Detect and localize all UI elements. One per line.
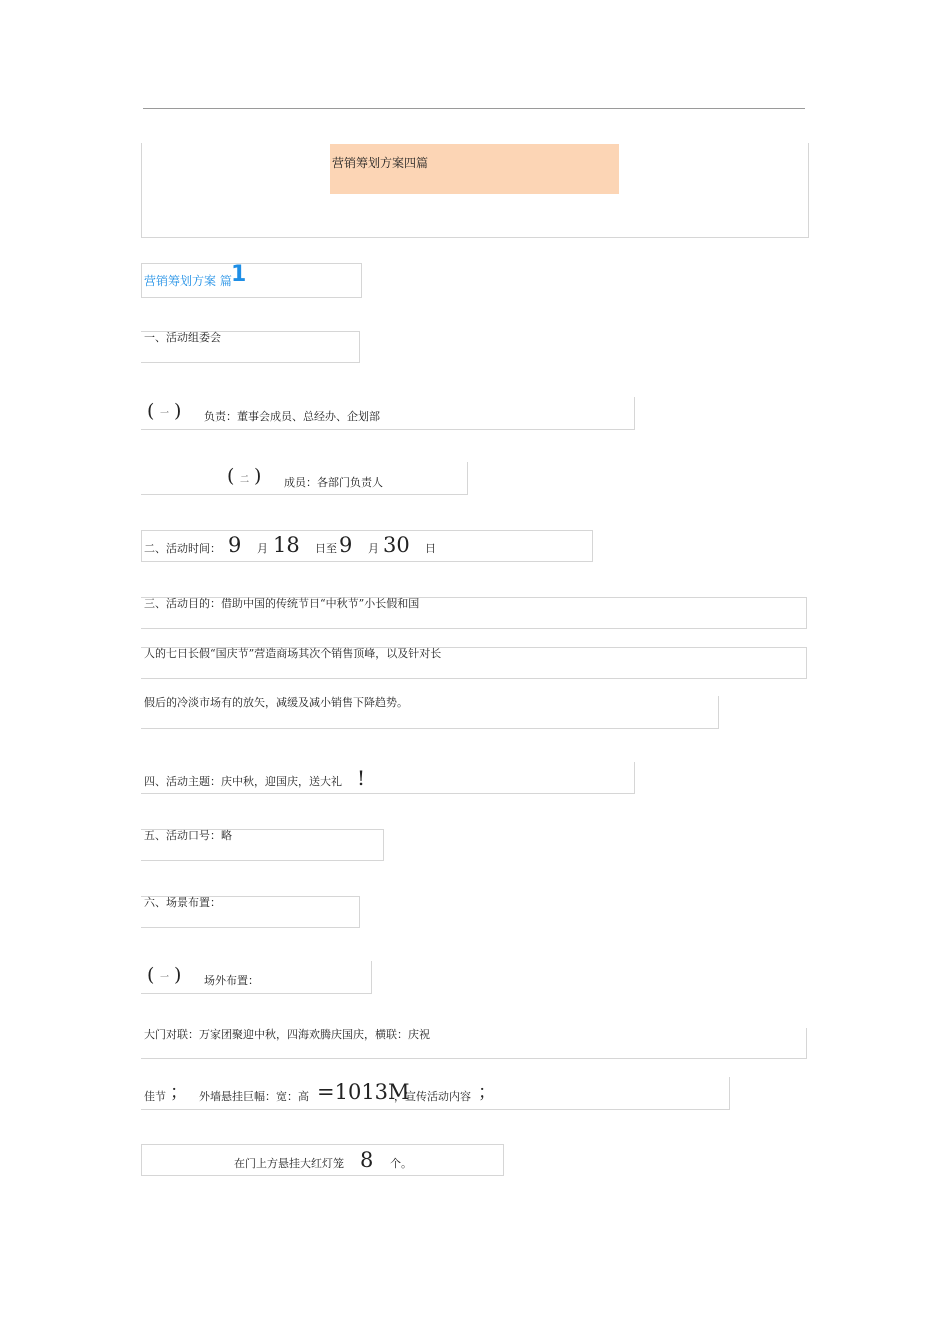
semicolon: ； — [478, 1082, 496, 1103]
slogan-text: 五、活动口号：略 — [144, 829, 232, 842]
paren-open: ( — [227, 465, 235, 487]
semicolon: ； — [170, 1082, 188, 1103]
paren-close: ) — [174, 400, 182, 422]
time-label: 二、活动时间： — [144, 542, 221, 555]
month-unit: 月 — [257, 542, 268, 555]
festival-text: 佳节 — [144, 1090, 166, 1103]
purpose-line-3: 假后的冷淡市场有的放矢，减缓及减小销售下降趋势。 — [144, 696, 408, 709]
start-month: 9 — [228, 533, 242, 557]
lantern-unit: 个。 — [390, 1157, 412, 1170]
article-heading-number: 1 — [231, 262, 247, 287]
couplet-line: 大门对联：万家团聚迎中秋，四海欢腾庆国庆，横联：庆祝 — [144, 1028, 430, 1041]
month-unit: 月 — [368, 542, 379, 555]
day-unit: 日 — [425, 542, 436, 555]
lantern-count: 8 — [360, 1148, 374, 1172]
article-heading: 营销筹划方案 篇 — [144, 274, 232, 288]
item-text: 负责：董事会成员、总经办、企划部 — [204, 410, 380, 423]
banner-text: 外墙悬挂巨幅：宽：高 — [199, 1090, 309, 1103]
document-title: 营销筹划方案四篇 — [332, 156, 429, 170]
paren-close: ) — [174, 964, 182, 986]
paren-number: 一 — [160, 973, 170, 983]
section-title: 六、场景布置： — [144, 896, 221, 909]
paren-close: ) — [254, 465, 262, 487]
promo-text: ，宣传活动内容 — [394, 1090, 471, 1103]
section-title: 一、活动组委会 — [144, 331, 221, 344]
theme-text: 四、活动主题：庆中秋，迎国庆，送大礼 — [144, 775, 342, 788]
purpose-line-2: 人的七日长假“国庆节”营造商场其次个销售顶峰，以及针对长 — [144, 647, 442, 660]
item-text: 场外布置： — [204, 974, 259, 987]
top-rule — [143, 108, 805, 109]
paren-open: ( — [147, 400, 155, 422]
paren-number: 一 — [160, 409, 170, 419]
banner-size: =1013M — [317, 1080, 410, 1104]
lantern-text: 在门上方悬挂大红灯笼 — [234, 1157, 344, 1170]
end-day: 30 — [383, 533, 410, 557]
theme-exclamation: ! — [357, 766, 366, 790]
paren-open: ( — [147, 964, 155, 986]
start-day: 18 — [273, 533, 300, 557]
purpose-line-1: 三、活动目的：借助中国的传统节日“中秋节”小长假和国 — [144, 597, 420, 610]
to-unit: 日至 — [315, 542, 337, 555]
paren-number: 二 — [240, 475, 250, 485]
end-month: 9 — [339, 533, 353, 557]
item-text: 成员：各部门负责人 — [284, 476, 383, 489]
